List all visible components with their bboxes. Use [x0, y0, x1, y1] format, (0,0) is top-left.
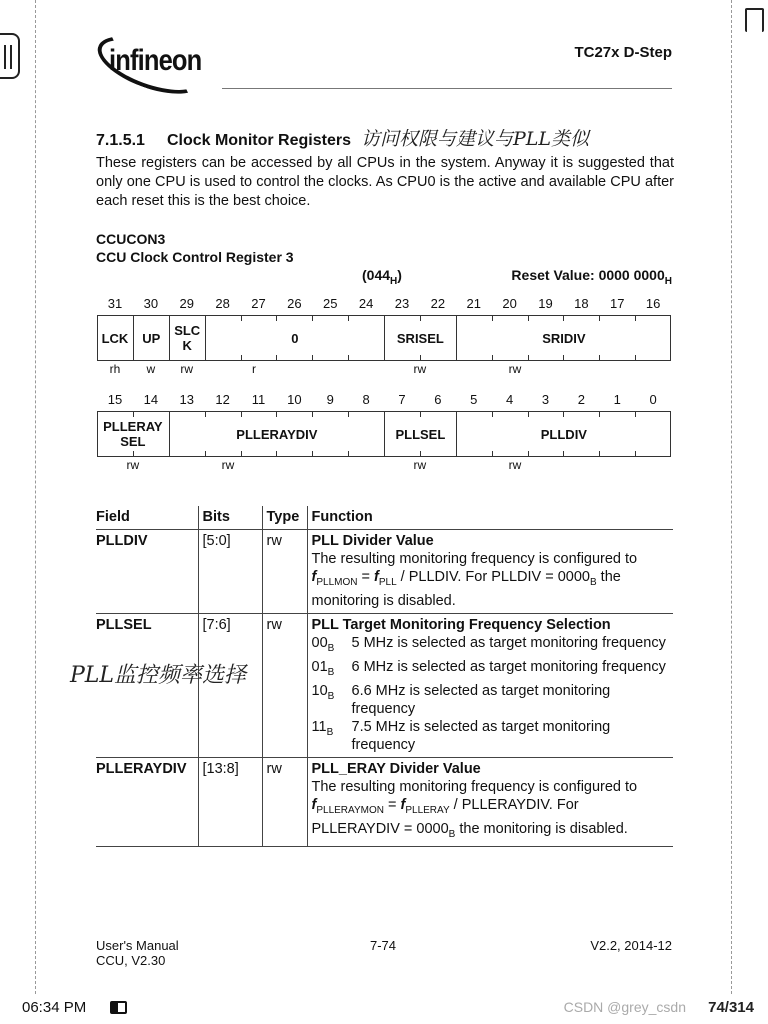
intro-text: These registers can be accessed by all CPUs in the system. Anyway it is suggested that only one CPU is used to control the clocks. As CPU0 is the active and available CPU after each reset this is the best choice.: [96, 155, 674, 209]
bit-number: 8: [362, 392, 370, 407]
section-heading-line: [96, 124, 589, 151]
field-bits: [5:0]: [198, 530, 262, 614]
bit-number: 15: [107, 392, 123, 407]
bit-number: 0: [649, 392, 657, 407]
bit-tick: [241, 316, 242, 321]
access-type: rw: [126, 458, 140, 472]
register-field: PLLDIV: [456, 412, 671, 456]
bit-tick: [599, 451, 600, 456]
table-row: [96, 757, 673, 847]
bit-tick: [241, 355, 242, 360]
bit-tick: [312, 412, 313, 417]
access-type: rw: [180, 362, 194, 376]
bit-number: 10: [287, 392, 302, 407]
bit-tick: [528, 451, 529, 456]
bit-number: 4: [506, 392, 514, 407]
bit-tick: [348, 355, 349, 360]
bit-tick: [635, 412, 636, 417]
col-bits: Bits: [198, 506, 262, 530]
bit-number: 28: [215, 296, 230, 311]
bit-tick: [563, 316, 564, 321]
access-type: rw: [508, 458, 522, 472]
bit-number: 29: [179, 296, 194, 311]
access-type: rw: [413, 458, 427, 472]
access-type: rw: [221, 458, 235, 472]
bit-tick: [635, 355, 636, 360]
bit-tick: [133, 451, 134, 456]
register-field: 0: [205, 316, 384, 360]
bit-number: 11: [251, 392, 266, 407]
field-type: rw: [262, 757, 307, 847]
bookmark-icon[interactable]: [745, 8, 764, 32]
bit-tick: [348, 316, 349, 321]
register-field: PLLERAY SEL: [103, 419, 163, 449]
col-function: Function: [307, 506, 673, 530]
bit-tick: [635, 316, 636, 321]
bit-tick: [276, 412, 277, 417]
option: $00_B$ 5 MHz is selected as target monitoring frequency: [311, 634, 666, 654]
bit-tick: [492, 316, 493, 321]
bit-tick: [528, 412, 529, 417]
bit-number: 27: [251, 296, 266, 311]
handwritten-note: 访问权限与建议与PLL类似: [360, 128, 589, 150]
bit-tick: [205, 451, 206, 456]
bit-tick: [492, 412, 493, 417]
bit-tick: [563, 355, 564, 360]
bit-tick: [599, 316, 600, 321]
bit-tick: [312, 451, 313, 456]
field-function: PLL_ERAY Divider Value The resulting monitoring frequency is configured to $f_{PLLERAYMON} = f_{PLLERAY}$ / PLLERAYDIV. For PLLERAYDIV = $0000_B$ the monitoring is disabled.: [307, 757, 673, 847]
option: $01_B$ 6 MHz is selected as target monitoring frequency: [311, 658, 666, 678]
reset-value: Reset Value: 0000 $0000_H$: [511, 267, 672, 287]
bit-number: 26: [287, 296, 302, 311]
bit-number: 16: [645, 296, 661, 311]
bit-number: 23: [394, 296, 410, 311]
section-title: Clock Monitor Registers: [166, 132, 351, 149]
menu-icon[interactable]: [0, 33, 20, 79]
bit-number: 9: [326, 392, 334, 407]
footer-module: CCU, V2.30: [96, 953, 166, 968]
page-counter[interactable]: 74/314: [708, 999, 754, 1016]
register-long: CCU Clock Control Register 3: [96, 249, 294, 265]
access-type: rh: [109, 362, 121, 376]
bit-number: 17: [610, 296, 625, 311]
bit-number: 6: [434, 392, 442, 407]
footer-version: V2.2, 2014-12: [590, 938, 672, 953]
register-row: [97, 411, 671, 457]
footer-manual: User's Manual: [96, 938, 179, 953]
battery-icon: [110, 1001, 127, 1014]
field-function: PLL Target Monitoring Frequency Selection $00_B$ 5 MHz is selected as target monitoring frequency $01_B$ 6 MHz is selected as target monitoring frequency $10_B$ 6.6 MHz is selected as target monitoring frequency $11_B$ 7.5 MHz is selected as target monitoring frequency: [307, 613, 673, 757]
bit-tick: [528, 355, 529, 360]
register-offset: $(044_H)$: [362, 267, 402, 287]
bit-tick: [133, 412, 134, 417]
bit-tick: [241, 451, 242, 456]
bit-tick: [276, 451, 277, 456]
col-field: Field: [96, 506, 198, 530]
register-field: SLC K: [169, 316, 205, 360]
register-field: SRIDIV: [456, 316, 671, 360]
bit-number: 24: [358, 296, 374, 311]
bit-number: 25: [323, 296, 338, 311]
bit-tick: [348, 412, 349, 417]
bit-tick: [492, 451, 493, 456]
bit-number: 18: [574, 296, 589, 311]
bit-tick: [528, 316, 529, 321]
register-field: UP: [133, 316, 169, 360]
bit-tick: [348, 451, 349, 456]
status-time: 06:34 PM: [22, 999, 87, 1016]
bit-number: 2: [577, 392, 585, 407]
field-bits: [7:6]: [198, 613, 262, 757]
bit-tick: [563, 451, 564, 456]
register-field: LCK: [101, 330, 129, 346]
field-name: PLLSEL: [96, 613, 198, 757]
bit-number: 21: [466, 296, 481, 311]
field-function: PLL Divider Value The resulting monitoring frequency is configured to $f_{PLLMON} = f_{PLL}$ / PLLDIV. For PLLDIV = $0000_B$ the monitoring is disabled.: [307, 530, 673, 614]
option: $10_B$ 6.6 MHz is selected as target monitoring frequency: [311, 682, 611, 717]
option: $11_B$ 7.5 MHz is selected as target monitoring frequency: [311, 718, 611, 753]
field-type: rw: [262, 530, 307, 614]
field-name: PLLDIV: [96, 530, 198, 614]
bit-tick: [420, 412, 421, 417]
bit-tick: [635, 451, 636, 456]
bit-number: 20: [502, 296, 517, 311]
doc-title: TC27x D-Step: [574, 44, 672, 61]
field-bits: [13:8]: [198, 757, 262, 847]
access-type: rw: [413, 362, 427, 376]
access-type: rw: [508, 362, 522, 376]
bit-number: 22: [430, 296, 446, 311]
handwritten-note-pllsel: PLL监控频率选择: [70, 663, 247, 688]
bit-tick: [241, 412, 242, 417]
infineon-logo: infineon: [95, 38, 225, 88]
register-row: [97, 315, 671, 361]
register-field: PLLERAYDIV: [169, 412, 384, 456]
field-name: PLLERAYDIV: [96, 757, 198, 847]
bit-tick: [599, 412, 600, 417]
field-type: rw: [262, 613, 307, 757]
bit-number: 19: [538, 296, 553, 311]
section-number: 7.1.5.1: [96, 132, 145, 149]
bit-number: 7: [398, 392, 406, 407]
bit-tick: [420, 316, 421, 321]
bit-tick: [420, 355, 421, 360]
bit-tick: [205, 412, 206, 417]
register-field: SRISEL: [384, 316, 456, 360]
bit-tick: [563, 412, 564, 417]
watermark: CSDN @grey_csdn: [563, 999, 686, 1015]
footer-page: 7-74: [370, 938, 397, 953]
bit-number: 14: [143, 392, 159, 407]
bit-tick: [312, 316, 313, 321]
bit-tick: [492, 355, 493, 360]
bit-tick: [276, 316, 277, 321]
bit-number: 13: [179, 392, 194, 407]
bit-tick: [420, 451, 421, 456]
bit-tick: [312, 355, 313, 360]
access-type: w: [146, 362, 156, 376]
bit-number: 3: [541, 392, 550, 407]
bit-number: 31: [107, 296, 123, 311]
bit-tick: [599, 355, 600, 360]
bit-number: 30: [143, 296, 159, 311]
register-short: CCUCON3: [96, 231, 166, 247]
col-type: Type: [262, 506, 307, 530]
register-field: PLLSEL: [384, 412, 456, 456]
bit-number: 1: [613, 392, 621, 407]
bit-number: 12: [215, 392, 230, 407]
bit-tick: [276, 355, 277, 360]
bit-number: 5: [470, 392, 478, 407]
table-row: [96, 530, 673, 614]
access-type: r: [251, 362, 256, 376]
